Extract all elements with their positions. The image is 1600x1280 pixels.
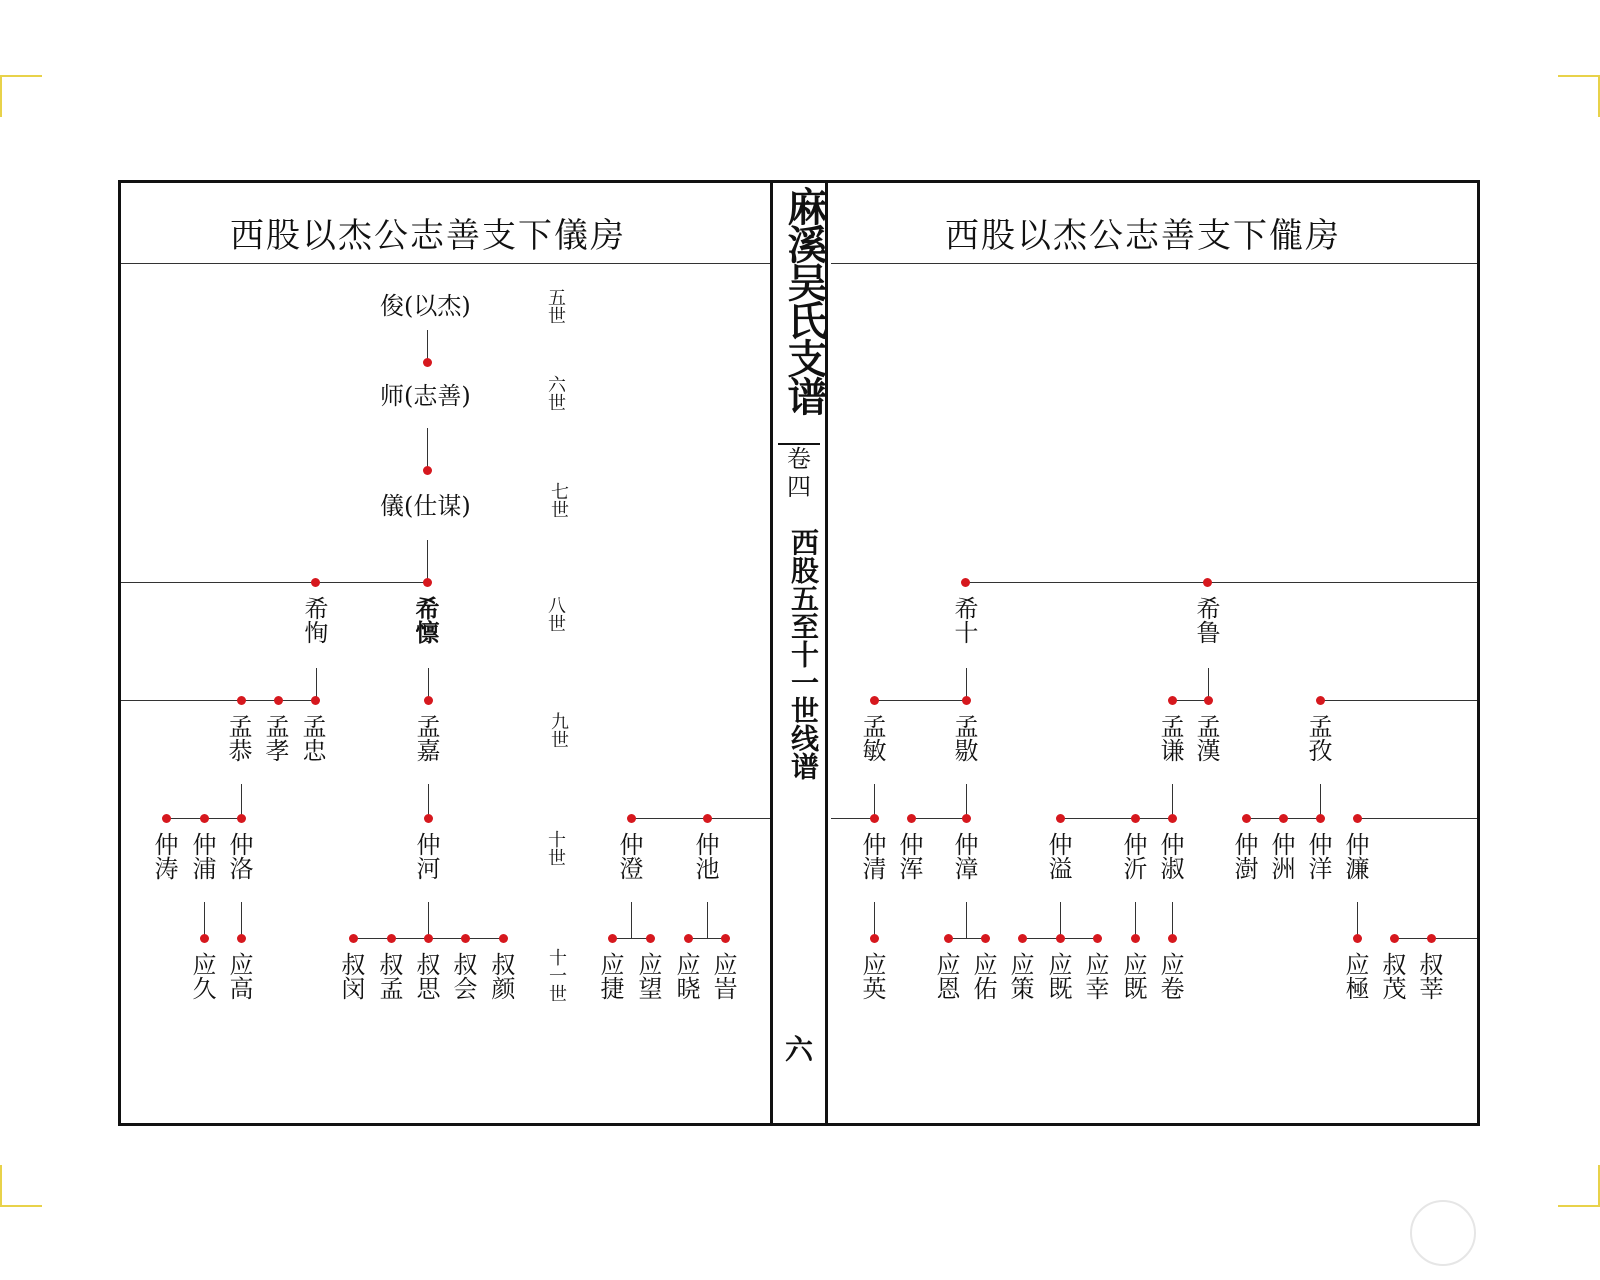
right-gen9-bar-a — [874, 700, 967, 701]
gen-label-6: 六世 — [545, 375, 566, 411]
r-link-10-11c — [1060, 902, 1061, 938]
spine-subtitle: 西股五至十一世线谱 — [787, 528, 820, 780]
r-link-9-10b — [966, 784, 967, 818]
node-gen11 — [1353, 934, 1362, 943]
person-gen9: 孟谦 — [1156, 714, 1184, 762]
person-gen10: 仲河 — [412, 832, 440, 880]
person-gen11: 应幸 — [1081, 952, 1109, 1000]
node-gen11 — [349, 934, 358, 943]
node-gen10 — [1168, 814, 1177, 823]
node-gen11 — [608, 934, 617, 943]
node-gen10 — [907, 814, 916, 823]
right-gen10-bar-e — [1357, 818, 1477, 819]
left-gen9-bar — [121, 700, 317, 701]
person-gen11: 应峕 — [709, 952, 737, 1000]
r-link-10-11e — [1172, 902, 1173, 938]
person-gen10: 仲洋 — [1304, 832, 1332, 880]
node-gen11 — [870, 934, 879, 943]
node-gen6 — [423, 358, 432, 367]
person-gen11: 应捷 — [596, 952, 624, 1000]
link-10-11b — [241, 902, 242, 938]
node-gen11 — [1018, 934, 1027, 943]
volume-label: 卷四 — [778, 443, 820, 499]
node-gen10 — [1279, 814, 1288, 823]
person-gen8: 希懔 — [411, 596, 440, 644]
left-header-rule — [121, 263, 770, 264]
person-gen9: 孟敭 — [950, 714, 978, 762]
person-gen11: 叔思 — [412, 952, 440, 1000]
r-link-9-10a — [874, 784, 875, 818]
node-gen9 — [1168, 696, 1177, 705]
node-gen10 — [1353, 814, 1362, 823]
person-gen10: 仲沂 — [1119, 832, 1147, 880]
r-link-9-10c — [1172, 784, 1173, 818]
person-gen11: 应望 — [634, 952, 662, 1000]
crop-mark-top-left — [0, 75, 42, 117]
node-gen11 — [237, 934, 246, 943]
gen-label-7: 七世 — [548, 482, 569, 518]
node-gen8 — [1203, 578, 1212, 587]
left-page-title: 西股以杰公志善支下儀房 — [230, 216, 626, 256]
r-link-10-11a — [874, 902, 875, 938]
left-gen10-bar-b — [632, 818, 770, 819]
ancestor-gen6: 师(志善) — [380, 382, 471, 410]
right-gen9-bar-c — [1320, 700, 1477, 701]
person-gen9: 孟恭 — [224, 714, 252, 762]
node-gen10 — [703, 814, 712, 823]
person-gen10: 仲澄 — [615, 832, 643, 880]
node-gen10 — [162, 814, 171, 823]
node-gen9 — [274, 696, 283, 705]
left-gen11-bar-b — [612, 938, 650, 939]
node-gen9 — [870, 696, 879, 705]
person-gen10: 仲溢 — [1044, 832, 1072, 880]
person-gen10: 仲涛 — [150, 832, 178, 880]
node-gen9 — [237, 696, 246, 705]
node-gen11 — [1131, 934, 1140, 943]
node-gen11 — [981, 934, 990, 943]
person-gen11: 应卷 — [1156, 952, 1184, 1000]
node-xilin — [423, 578, 432, 587]
node-gen10 — [1316, 814, 1325, 823]
person-gen8: 希十 — [950, 596, 978, 644]
person-gen10: 仲清 — [858, 832, 886, 880]
person-gen11: 应久 — [188, 952, 216, 1000]
crop-mark-bottom-right — [1558, 1165, 1600, 1207]
right-gen10-bar-c — [1060, 818, 1173, 819]
person-gen11: 应策 — [1006, 952, 1034, 1000]
node-gen10 — [870, 814, 879, 823]
person-gen11: 叔颜 — [487, 952, 515, 1000]
person-gen9: 孟嘉 — [412, 714, 440, 762]
gen-label-8: 八世 — [545, 596, 566, 632]
gen-label-10: 十世 — [545, 830, 566, 866]
person-gen9: 孟孜 — [1304, 714, 1332, 762]
node-gen10 — [1131, 814, 1140, 823]
person-gen10: 仲浦 — [188, 832, 216, 880]
person-gen10: 仲池 — [691, 832, 719, 880]
person-gen9: 孟漢 — [1192, 714, 1220, 762]
node-gen11 — [944, 934, 953, 943]
node-gen11 — [646, 934, 655, 943]
node-xixun — [311, 578, 320, 587]
right-gen10-bar-b — [911, 818, 967, 819]
node-gen9 — [424, 696, 433, 705]
person-gen11: 应既 — [1044, 952, 1072, 1000]
page-number: 六 — [784, 1033, 813, 1066]
r-link-10-11b — [966, 902, 967, 938]
link-10-11d — [631, 902, 632, 938]
person-gen11: 叔闵 — [337, 952, 365, 1000]
ancestor-gen5: 俊(以杰) — [380, 292, 471, 320]
person-gen9: 孟忠 — [298, 714, 326, 762]
person-gen11: 叔莘 — [1415, 952, 1443, 1000]
node-gen10 — [237, 814, 246, 823]
node-gen9 — [962, 696, 971, 705]
node-gen10 — [1242, 814, 1251, 823]
person-gen11: 应極 — [1341, 952, 1369, 1000]
ancestor-gen7: 儀(仕谋) — [380, 492, 471, 520]
person-gen11: 应晓 — [672, 952, 700, 1000]
node-gen10 — [627, 814, 636, 823]
person-gen11: 应佑 — [969, 952, 997, 1000]
person-gen11: 应恩 — [932, 952, 960, 1000]
person-gen11: 叔会 — [449, 952, 477, 1000]
r-link-10-11f — [1357, 902, 1358, 938]
right-gen8-bar — [965, 582, 1477, 583]
link-9-10b — [428, 784, 429, 818]
node-gen11 — [1168, 934, 1177, 943]
link-10-11a — [204, 902, 205, 938]
node-gen11 — [200, 934, 209, 943]
person-gen10: 仲洛 — [225, 832, 253, 880]
gen-label-5: 五世 — [545, 288, 566, 324]
link-10-11c — [428, 902, 429, 938]
person-gen9: 孟孝 — [261, 714, 289, 762]
r-link-9-10d — [1320, 784, 1321, 818]
person-gen10: 仲洲 — [1267, 832, 1295, 880]
node-gen11 — [461, 934, 470, 943]
right-header-rule — [831, 263, 1477, 264]
person-gen10: 仲濂 — [1341, 832, 1369, 880]
node-gen9 — [1316, 696, 1325, 705]
link-6-7 — [427, 428, 428, 470]
person-gen11: 应既 — [1119, 952, 1147, 1000]
person-gen9: 孟敏 — [858, 714, 886, 762]
gen-label-9: 九世 — [548, 712, 569, 748]
node-gen10 — [962, 814, 971, 823]
gen-label-11: 十一世 — [546, 948, 567, 1002]
link-10-11e — [707, 902, 708, 938]
library-seal-icon — [1410, 1200, 1476, 1266]
node-gen9 — [1204, 696, 1213, 705]
crop-mark-top-right — [1558, 75, 1600, 117]
book-title: 麻溪吴氏支谱 — [781, 186, 828, 414]
person-gen11: 应高 — [225, 952, 253, 1000]
link-9-10a — [241, 784, 242, 818]
node-gen11 — [424, 934, 433, 943]
node-gen11 — [1093, 934, 1102, 943]
crop-mark-bottom-left — [0, 1165, 42, 1207]
node-gen11 — [1390, 934, 1399, 943]
node-gen10 — [1056, 814, 1065, 823]
r-link-10-11d — [1135, 902, 1136, 938]
person-gen10: 仲浑 — [895, 832, 923, 880]
node-gen10 — [200, 814, 209, 823]
node-gen11 — [684, 934, 693, 943]
node-gen9 — [311, 696, 320, 705]
right-page-title: 西股以杰公志善支下儱房 — [945, 216, 1341, 256]
person-gen10: 仲澍 — [1230, 832, 1258, 880]
link-7-8 — [427, 540, 428, 582]
person-gen8: 希恂 — [300, 596, 328, 644]
left-gen8-bar — [121, 582, 428, 583]
person-gen11: 叔茂 — [1378, 952, 1406, 1000]
node-gen11 — [387, 934, 396, 943]
person-gen10: 仲漳 — [950, 832, 978, 880]
node-gen7 — [423, 466, 432, 475]
right-gen10-bar-a — [831, 818, 875, 819]
node-gen8 — [961, 578, 970, 587]
person-gen8: 希鲁 — [1192, 596, 1220, 644]
node-gen11 — [1427, 934, 1436, 943]
node-gen11 — [721, 934, 730, 943]
person-gen10: 仲淑 — [1156, 832, 1184, 880]
person-gen11: 应英 — [858, 952, 886, 1000]
node-gen11 — [1056, 934, 1065, 943]
node-gen11 — [499, 934, 508, 943]
person-gen11: 叔孟 — [375, 952, 403, 1000]
node-gen10 — [424, 814, 433, 823]
